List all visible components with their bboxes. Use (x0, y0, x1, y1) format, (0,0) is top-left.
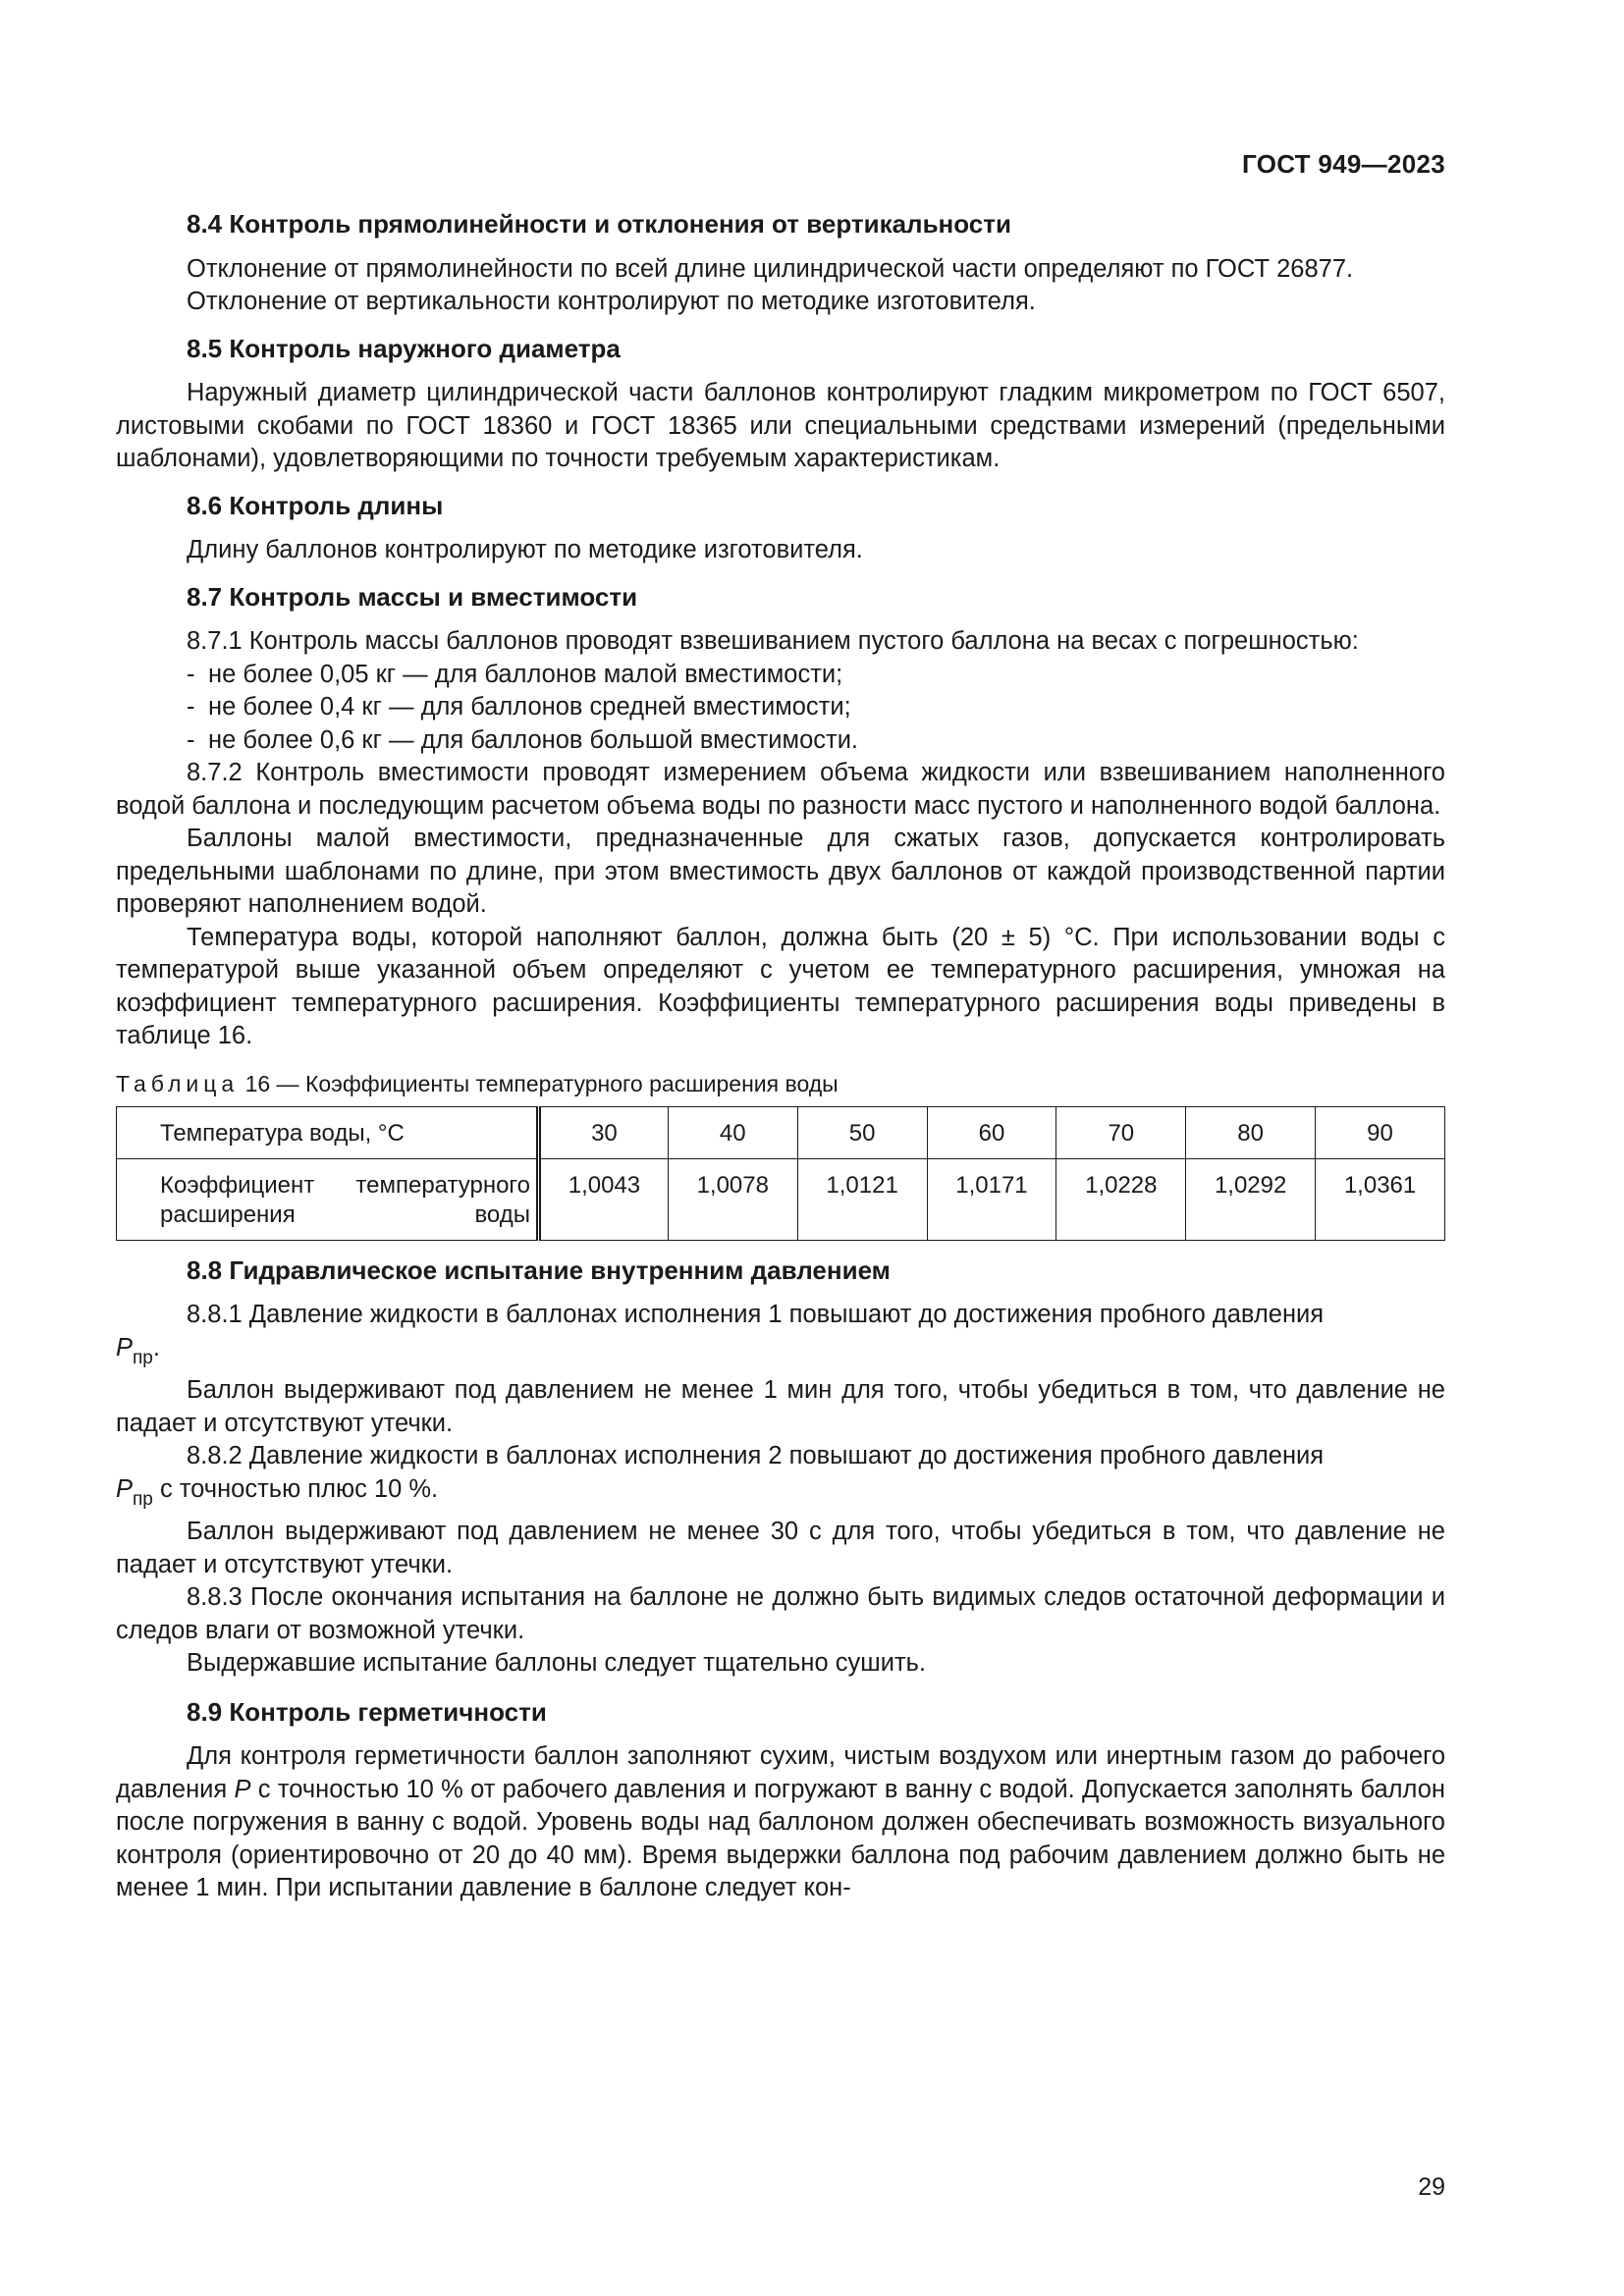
section-heading: 8.8 Гидравлическое испытание внутренним давлением (187, 1255, 891, 1285)
paragraph: Наружный диаметр цилиндрической части баллонов контролируют гладким микрометром по ГОСТ 6507, листовыми скобами по ГОСТ 18360 и ГОСТ 18365 или специальными средствами измерений (предельными шаблонами), удовлетворяющими по точности требуемым характеристикам. (116, 379, 1445, 472)
table-row (117, 1106, 1445, 1158)
section-8-6 (116, 490, 1445, 567)
paragraph: Для контроля герметичности баллон заполняют сухим, чистым воздухом или инертным газом до рабочего давления P с точностью 10 % от рабочего давления и погружают в ванну с водой. Допускается заполнять баллон после погружения в ванну с водой. Уровень воды над баллоном должен обеспечивать возможность визуального контроля (ориентировочно от 20 до 40 мм). Время выдержки баллона под рабочим давлением должно быть не менее 1 мин. При испытании давление в баллоне следует кон- (116, 1742, 1445, 1901)
paragraph: Длину баллонов контролируют по методике изготовителя. (187, 536, 863, 563)
table-cell: 80 (1186, 1106, 1316, 1158)
table-cell: 1,0121 (797, 1158, 927, 1240)
table-cell: 1,0078 (668, 1158, 797, 1240)
paragraph: 8.8.1 Давление жидкости в баллонах исполнения 1 повышают до достижения пробного давления (187, 1301, 1325, 1328)
paragraph: Выдержавшие испытание баллоны следует тщательно сушить. (187, 1649, 927, 1677)
table-row (117, 1158, 1445, 1240)
section-heading: 8.7 Контроль массы и вместимости (187, 581, 638, 612)
paragraph: Баллон выдерживают под давлением не менее 30 с для того, чтобы убедиться в том, что давление не падает и отсутствуют утечки. (116, 1518, 1445, 1578)
section-8-5 (116, 333, 1445, 476)
table-cell: 1,0228 (1056, 1158, 1186, 1240)
paragraph: 8.7.1 Контроль массы баллонов проводят взвешиванием пустого баллона на весах с погрешностью: (187, 627, 1359, 655)
section-8-4 (116, 208, 1445, 319)
page-number: 29 (1418, 2173, 1445, 2201)
table-cell: 90 (1316, 1106, 1445, 1158)
table-cell: 1,0171 (927, 1158, 1056, 1240)
section-8-9 (116, 1696, 1445, 1905)
table-cell: 1,0361 (1316, 1158, 1445, 1240)
paragraph: Температура воды, которой наполняют баллон, должна быть (20 ± 5) °С. При использовании воды с температурой выше указанной объем определяют с учетом ее температурного расширения, умножая на коэффициент температурного расширения. Коэффициенты температурного расширения воды приведены в таблице 16. (116, 923, 1445, 1049)
table-cell: 1,0043 (539, 1158, 669, 1240)
table-caption: Таблица 16 — Коэффициенты температурного расширения воды (116, 1070, 839, 1096)
table-cell: 30 (539, 1106, 669, 1158)
section-heading: 8.5 Контроль наружного диаметра (187, 333, 621, 363)
section-heading: 8.9 Контроль герметичности (187, 1696, 547, 1727)
table-cell: 40 (668, 1106, 797, 1158)
table-cell: 50 (797, 1106, 927, 1158)
table-cell: 70 (1056, 1106, 1186, 1158)
table-row-header: Коэффициент температурного расширения воды (117, 1158, 539, 1240)
table-row-header: Температура воды, °С (117, 1106, 539, 1158)
page-content (116, 208, 1445, 1905)
paragraph: 8.7.2 Контроль вместимости проводят измерением объема жидкости или взвешиванием наполненного водой баллона и последующим расчетом объема воды по разности масс пустого и наполненного водой баллона. (116, 759, 1445, 820)
list-item: - не более 0,4 кг — для баллонов средней вместимости; (187, 693, 851, 721)
paragraph: 8.8.3 После окончания испытания на баллоне не должно быть видимых следов остаточной деформации и следов влаги от возможной утечки. (116, 1583, 1445, 1644)
document-code: ГОСТ 949—2023 (1242, 149, 1445, 179)
section-8-8 (116, 1255, 1445, 1681)
paragraph: Отклонение от прямолинейности по всей длине цилиндрической части определяют по ГОСТ 26877. (187, 254, 1354, 283)
table-cell: 1,0292 (1186, 1158, 1316, 1240)
table-cell: 60 (927, 1106, 1056, 1158)
paragraph: $P_{пр}$ с точностью плюс 10 %. (116, 1474, 439, 1510)
section-heading: 8.4 Контроль прямолинейности и отклонения от вертикальности (187, 209, 1011, 239)
paragraph: $P_{пр}$. (116, 1333, 160, 1368)
paragraph: 8.8.2 Давление жидкости в баллонах исполнения 2 повышают до достижения пробного давления (187, 1442, 1325, 1469)
tolerance-list (116, 659, 1445, 758)
expansion-coefficients-table (116, 1106, 1445, 1241)
list-item: - не более 0,05 кг — для баллонов малой вместимости; (187, 660, 843, 688)
paragraph: Баллоны малой вместимости, предназначенные для сжатых газов, допускается контролировать предельными шаблонами по длине, при этом вместимость двух баллонов от каждой производственной партии проверяют наполнением водой. (116, 825, 1445, 918)
paragraph: Отклонение от вертикальности контролируют по методике изготовителя. (187, 288, 1036, 315)
paragraph: Баллон выдерживают под давлением не менее 1 мин для того, чтобы убедиться в том, что давление не падает и отсутствуют утечки. (116, 1376, 1445, 1437)
list-item: - не более 0,6 кг — для баллонов большой вместимости. (187, 725, 859, 754)
section-heading: 8.6 Контроль длины (187, 490, 444, 520)
section-8-7 (116, 581, 1445, 1053)
